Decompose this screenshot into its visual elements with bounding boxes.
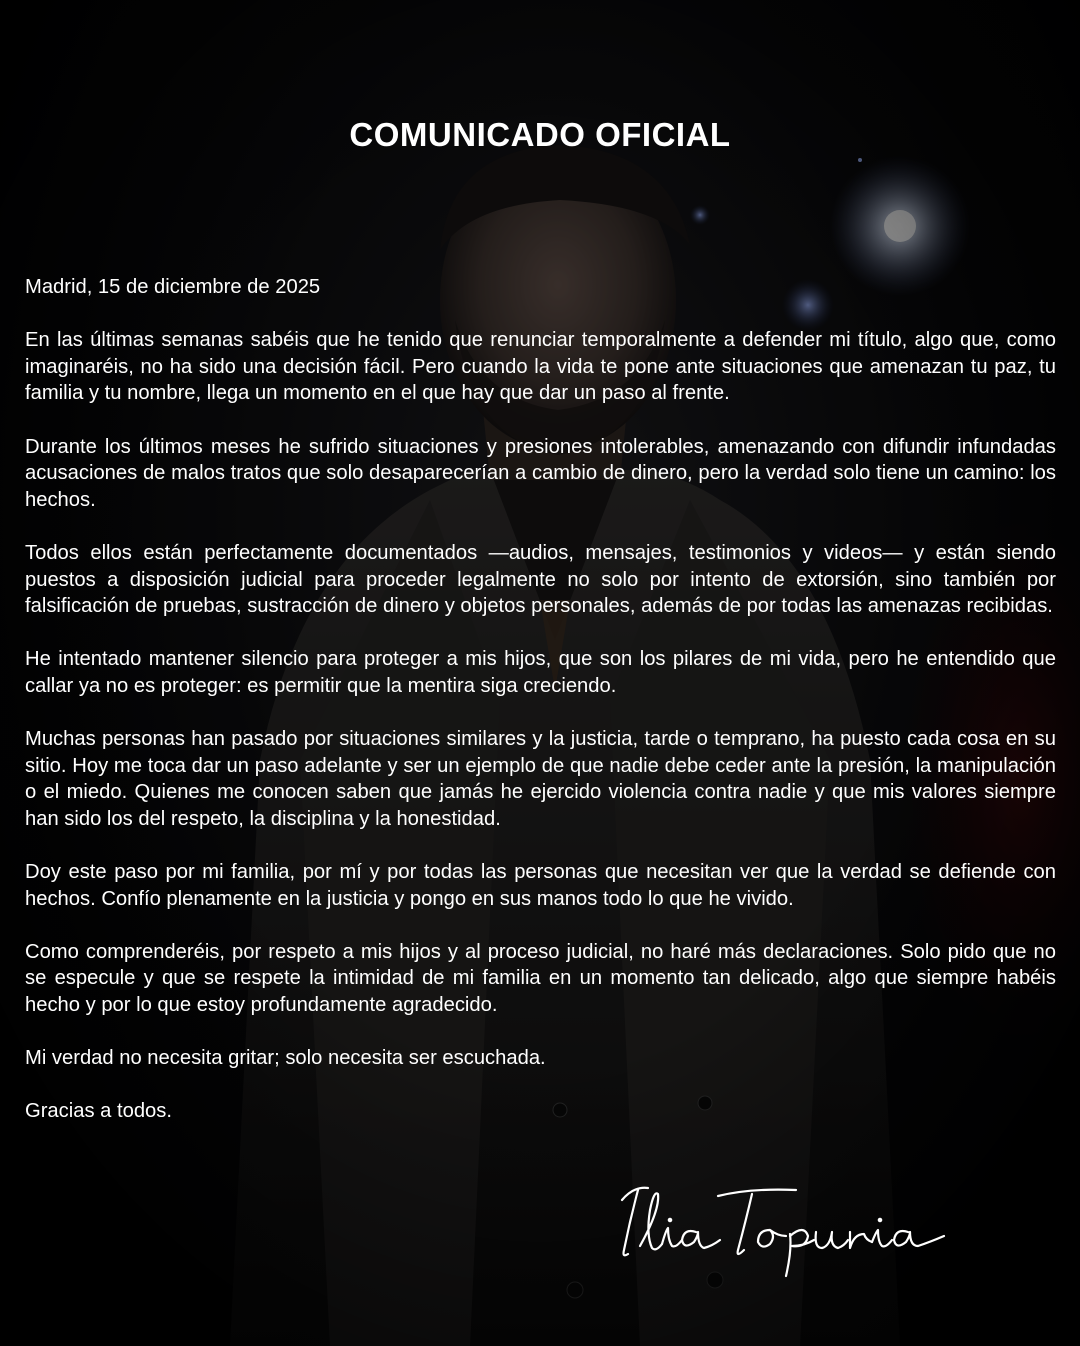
statement-body [25, 274, 1056, 1152]
paragraph-7: Como comprenderéis, por respeto a mis hijos y al proceso judicial, no haré más declaraciones. Solo pido que no se especule y que se respete la intimidad de mi familia en un momento tan delicado, algo que siempre habéis hecho y por lo que estoy profundamente agradecido. [25, 940, 1056, 1017]
paragraph-2: Durante los últimos meses he sufrido situaciones y presiones intolerables, amenazando con difundir infundadas acusaciones de malos tratos que solo desaparecerían a cambio de dinero, pero la verdad solo tiene un camino: los hechos. [25, 435, 1056, 511]
paragraph-3: Todos ellos están perfectamente documentados —audios, mensajes, testimonios y videos— y están siendo puestos a disposición judicial para proceder legalmente no solo por intento de extorsión, sino también por falsificación de pruebas, sustracción de dinero y objetos personales, además de por todas las amenazas recibidas. [25, 541, 1056, 618]
statement-title: COMUNICADO OFICIAL [349, 116, 731, 153]
paragraph-5: Muchas personas han pasado por situaciones similares y la justicia, tarde o temprano, ha puesto cada cosa en su sitio. Hoy me toca dar un paso adelante y ser un ejemplo de que nadie debe ceder ante la presión, la manipulación o el miedo. Quienes me conocen saben que jamás he ejercido violencia contra nadie y que mis valores siempre han sido los del respeto, la disciplina y la honestidad. [25, 728, 1056, 830]
date-line: Madrid, 15 de diciembre de 2025 [25, 276, 321, 298]
paragraph-4: He intentado mantener silencio para proteger a mis hijos, que son los pilares de mi vida, pero he entendido que callar ya no es proteger: es permitir que la mentira siga creciendo. [25, 648, 1056, 697]
handwritten-signature [600, 1150, 960, 1280]
paragraph-8: Mi verdad no necesita gritar; solo necesita ser escuchada. [25, 1047, 546, 1070]
paragraph-1: En las últimas semanas sabéis que he tenido que renunciar temporalmente a defender mi título, algo que, como imaginaréis, no ha sido una decisión fácil. Pero cuando la vida te pone ante situaciones que amenazan tu paz, tu familia y tu nombre, llega un momento en el que hay que dar un paso al frente. [25, 329, 1056, 405]
paragraph-6: Doy este paso por mi familia, por mí y por todas las personas que necesitan ver que la verdad se defiende con hechos. Confío plenamente en la justicia y pongo en sus manos todo lo que he vivido. [25, 861, 1056, 910]
closing-line: Gracias a todos. [25, 1100, 172, 1123]
